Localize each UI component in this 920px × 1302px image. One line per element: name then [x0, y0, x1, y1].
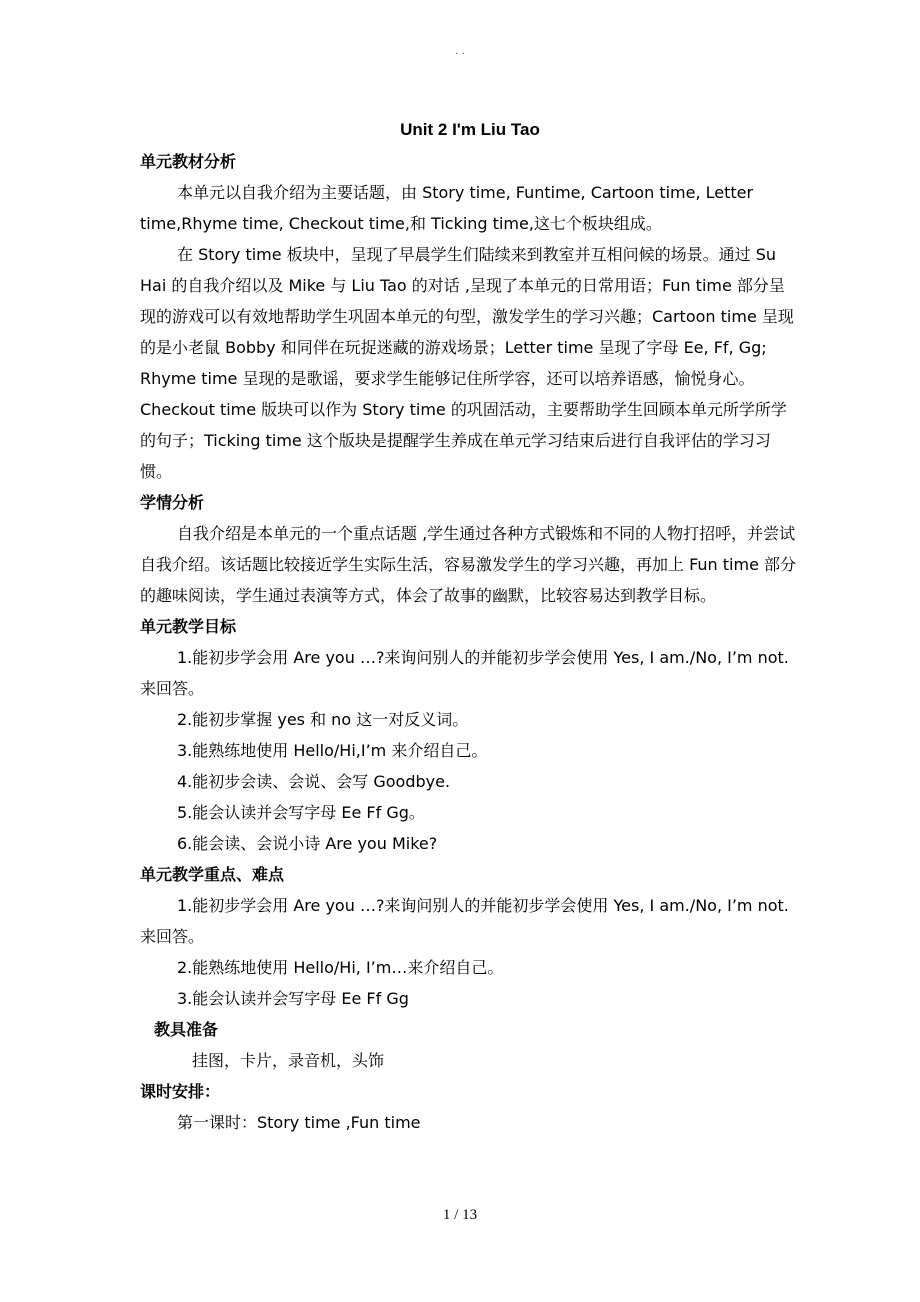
section-heading-schedule: 课时安排：: [140, 1082, 221, 1101]
section-heading-students: 学情分析: [140, 493, 205, 512]
goal-item: 3.能熟练地使用 Hello/Hi,I’m 来介绍自己。: [177, 741, 488, 760]
analysis-paragraph: 在 Story time 板块中，呈现了早晨学生们陆续来到教室并互相问候的场景。通过 Su Hai 的自我介绍以及 Mike 与 Liu Tao 的对话 ,呈现了本单元的日常用语；Fun time 部分呈现的游戏可以有效地帮助学生巩固本单元的句型，激发学生的学习兴趣；Cartoon time 呈现的是小老鼠 Bobby 和同伴在玩捉迷藏的游戏场景；Letter time 呈现了字母 Ee, Ff, Gg; Rhyme time 呈现的是歌谣，要求学生能够记住所学容，还可以培养语感，愉悦身心。Checkout time 版块可以作为 Story time 的巩固活动，主要帮助学生回顾本单元所学所学的句子；Ticking time 这个版块是提醒学生养成在单元学习结束后进行自我评估的学习习惯。: [140, 245, 794, 481]
section-materials: [140, 1014, 800, 1076]
schedule-item: 第一课时：Story time ,Fun time: [177, 1113, 421, 1132]
section-students: [140, 487, 800, 611]
materials-text: 挂图，卡片，录音机，头饰: [192, 1051, 385, 1070]
key-point-item: 3.能会认读并会写字母 Ee Ff Gg: [177, 989, 409, 1008]
section-heading-goals: 单元教学目标: [140, 617, 237, 636]
goal-item: 5.能会认读并会写字母 Ee Ff Gg。: [177, 803, 425, 822]
section-heading-key-points: 单元教学重点、难点: [140, 865, 285, 884]
section-heading-analysis: 单元教材分析: [140, 152, 237, 171]
section-key-points: [140, 859, 800, 1014]
goal-item: 4.能初步会读、会说、会写 Goodbye.: [177, 772, 451, 791]
section-goals: [140, 611, 800, 859]
section-analysis: [140, 146, 800, 487]
key-point-item: 2.能熟练地使用 Hello/Hi, I’m…来介绍自己。: [177, 958, 504, 977]
goal-item: 6.能会读、会说小诗 Are you Mike?: [177, 834, 438, 853]
document-body: [140, 116, 800, 1138]
students-paragraph: 自我介绍是本单元的一个重点话题 ,学生通过各种方式锻炼和不同的人物打招呼，并尝试自我介绍。该话题比较接近学生实际生活，容易激发学生的学习兴趣，再加上 Fun time 部分的趣味阅读，学生通过表演等方式，体会了故事的幽默，比较容易达到教学目标。: [140, 524, 797, 605]
document-title: Unit 2 I'm Liu Tao: [400, 120, 540, 139]
analysis-paragraph: 本单元以自我介绍为主要话题，由 Story time, Funtime, Cartoon time, Letter time,Rhyme time, Checkout time,和 Ticking time,这七个板块组成。: [140, 183, 754, 233]
page-indicator: 1 / 13: [442, 1207, 478, 1223]
key-point-item: 1.能初步学会用 Are you …?来询问别人的并能初步学会使用 Yes, I am./No, I’m not.来回答。: [140, 896, 789, 946]
header-mark: . .: [455, 46, 465, 57]
section-schedule: [140, 1076, 800, 1138]
section-heading-materials: 教具准备: [154, 1020, 219, 1039]
goal-item: 2.能初步掌握 yes 和 no 这一对反义词。: [177, 710, 469, 729]
goal-item: 1.能初步学会用 Are you …?来询问别人的并能初步学会使用 Yes, I am./No, I’m not.来回答。: [140, 648, 789, 698]
